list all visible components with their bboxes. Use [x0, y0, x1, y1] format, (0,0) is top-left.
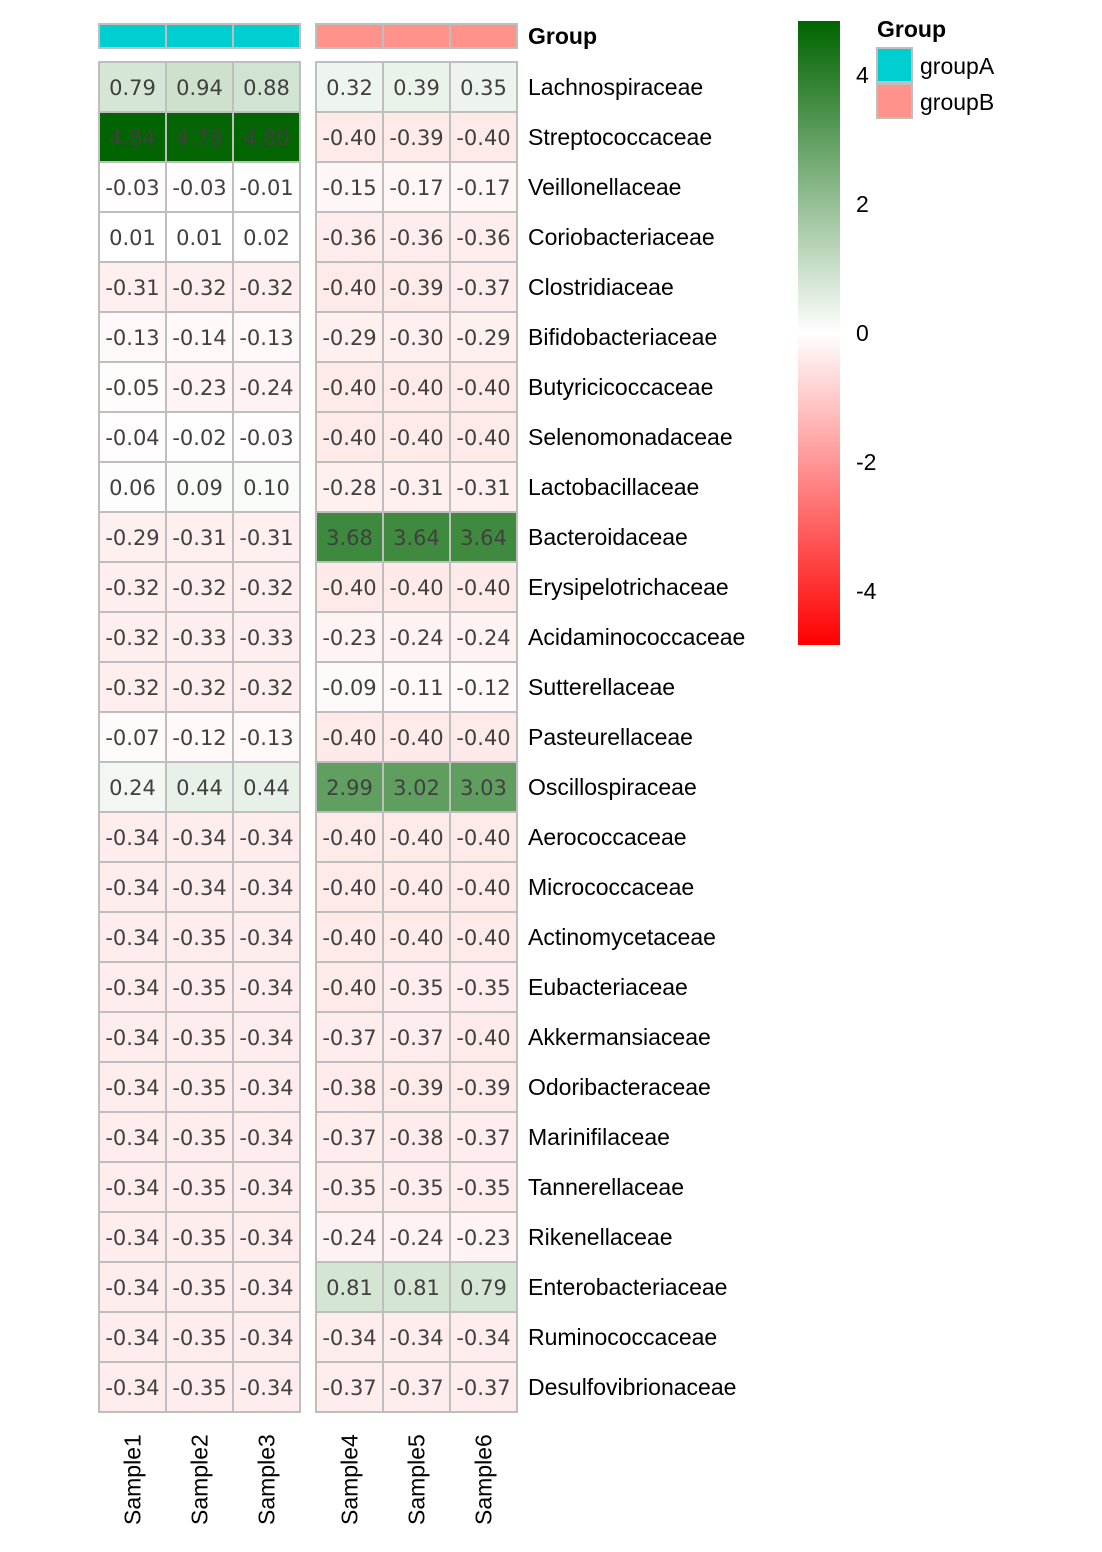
group-legend-label: groupA	[920, 53, 995, 79]
cell-value-label: -0.34	[239, 1126, 294, 1150]
cell-value-label: -0.24	[389, 1226, 444, 1250]
cell-value-label: 2.99	[326, 776, 373, 800]
column-label: Sample3	[253, 1434, 280, 1525]
cell-value-label: 0.39	[393, 76, 440, 100]
cell-value-label: -0.40	[322, 826, 377, 850]
cell-value-label: -0.32	[172, 576, 227, 600]
cell-value-label: 0.06	[109, 476, 156, 500]
cell-value-label: -0.40	[322, 876, 377, 900]
cell-value-label: -0.15	[322, 176, 377, 200]
row-label: Akkermansiaceae	[528, 1024, 711, 1050]
row-label: Bifidobacteriaceae	[528, 324, 718, 350]
cell-value-label: -0.29	[456, 326, 511, 350]
annotation-cell-sample1	[99, 24, 166, 48]
cell-value-label: 4.84	[109, 126, 156, 150]
cell-value-label: -0.34	[105, 926, 160, 950]
cell-value-label: -0.28	[322, 476, 377, 500]
cell-value-label: -0.33	[172, 626, 227, 650]
cell-value-label: -0.31	[389, 476, 444, 500]
cell-value-label: -0.04	[105, 426, 160, 450]
column-label: Sample4	[336, 1434, 363, 1525]
color-scale-bar	[798, 21, 840, 645]
cell-value-label: -0.40	[322, 726, 377, 750]
group-legend	[877, 16, 995, 118]
cell-value-label: -0.35	[172, 1276, 227, 1300]
cell-value-label: -0.11	[389, 676, 444, 700]
row-label: Aerococcaceae	[528, 824, 687, 850]
cell-value-label: -0.34	[239, 1376, 294, 1400]
cell-value-label: -0.31	[456, 476, 511, 500]
cell-value-label: -0.34	[239, 1276, 294, 1300]
color-scale-tick-label: 4	[856, 62, 869, 89]
cell-value-label: -0.35	[389, 976, 444, 1000]
cell-value-label: 0.01	[109, 226, 156, 250]
row-label: Sutterellaceae	[528, 674, 676, 700]
row-label: Erysipelotrichaceae	[528, 574, 729, 600]
row-label: Butyricicoccaceae	[528, 374, 714, 400]
cell-value-label: -0.23	[322, 626, 377, 650]
cell-value-label: -0.38	[389, 1126, 444, 1150]
cell-value-label: -0.40	[389, 426, 444, 450]
cell-value-label: -0.24	[456, 626, 511, 650]
cell-value-label: 0.35	[460, 76, 507, 100]
column-label: Sample6	[470, 1434, 497, 1525]
cell-value-label: -0.31	[239, 526, 294, 550]
color-scale-tick-label: 2	[856, 191, 869, 218]
color-scale-tick-label: -4	[856, 577, 877, 604]
cell-value-label: 4.78	[176, 126, 223, 150]
cell-value-label: 0.24	[109, 776, 156, 800]
cell-value-label: -0.37	[456, 1376, 511, 1400]
cell-value-label: -0.32	[105, 576, 160, 600]
row-label: Pasteurellaceae	[528, 724, 693, 750]
row-label: Clostridiaceae	[528, 274, 674, 300]
cell-value-label: -0.34	[105, 826, 160, 850]
cell-value-label: 0.79	[109, 76, 156, 100]
cell-value-label: -0.34	[389, 1326, 444, 1350]
cell-value-label: -0.34	[105, 1126, 160, 1150]
cell-value-label: -0.40	[322, 276, 377, 300]
cell-value-label: -0.34	[239, 826, 294, 850]
cell-value-label: -0.32	[172, 276, 227, 300]
cell-value-label: -0.34	[105, 1326, 160, 1350]
cell-value-label: -0.32	[239, 276, 294, 300]
cell-value-label: -0.34	[239, 1026, 294, 1050]
cell-value-label: -0.13	[239, 726, 294, 750]
cell-value-label: -0.14	[172, 326, 227, 350]
cell-value-label: -0.32	[239, 676, 294, 700]
cell-value-label: -0.34	[105, 1026, 160, 1050]
cell-value-label: -0.13	[105, 326, 160, 350]
cell-value-label: -0.37	[322, 1376, 377, 1400]
cell-value-label: 3.68	[326, 526, 373, 550]
cell-value-label: -0.34	[239, 926, 294, 950]
cell-value-label: -0.35	[172, 1076, 227, 1100]
cell-value-label: -0.35	[322, 1176, 377, 1200]
cell-value-label: 0.02	[243, 226, 290, 250]
annotation-cell-sample6	[450, 24, 517, 48]
cell-value-label: 0.81	[326, 1276, 373, 1300]
row-label: Acidaminococcaceae	[528, 624, 746, 650]
cell-value-label: -0.37	[456, 276, 511, 300]
cell-value-label: -0.40	[389, 576, 444, 600]
cell-value-label: -0.35	[172, 926, 227, 950]
cell-value-label: -0.29	[105, 526, 160, 550]
cell-value-label: -0.24	[239, 376, 294, 400]
cell-value-label: -0.34	[239, 1226, 294, 1250]
cell-value-label: -0.03	[105, 176, 160, 200]
row-label: Eubacteriaceae	[528, 974, 688, 1000]
cell-value-label: -0.24	[322, 1226, 377, 1250]
annotation-cell-sample5	[383, 24, 450, 48]
cell-value-label: -0.02	[172, 426, 227, 450]
cell-value-label: -0.40	[389, 376, 444, 400]
cell-value-label: 0.09	[176, 476, 223, 500]
cell-value-label: -0.34	[172, 876, 227, 900]
cell-value-label: -0.35	[172, 1176, 227, 1200]
group-legend-swatch-groupa	[877, 48, 912, 82]
cell-value-label: -0.32	[172, 676, 227, 700]
cell-value-label: -0.24	[389, 626, 444, 650]
cell-value-label: -0.40	[456, 926, 511, 950]
cell-value-label: -0.35	[172, 976, 227, 1000]
cell-value-label: -0.40	[389, 876, 444, 900]
row-label: Coriobacteriaceae	[528, 224, 715, 250]
annotation-cell-sample2	[166, 24, 233, 48]
annotation-label: Group	[528, 23, 597, 49]
cell-value-label: -0.34	[105, 876, 160, 900]
column-labels	[120, 1434, 497, 1525]
cell-value-label: -0.40	[456, 126, 511, 150]
cell-value-label: -0.40	[456, 576, 511, 600]
column-label: Sample2	[186, 1434, 213, 1525]
cell-value-label: -0.34	[105, 1176, 160, 1200]
cell-value-label: -0.34	[172, 826, 227, 850]
cell-value-label: -0.23	[172, 376, 227, 400]
row-label: Oscillospiraceae	[528, 774, 697, 800]
cell-value-label: -0.12	[456, 676, 511, 700]
cell-value-label: -0.40	[389, 726, 444, 750]
row-label: Enterobacteriaceae	[528, 1274, 728, 1300]
cell-value-label: 0.79	[460, 1276, 507, 1300]
row-label: Marinifilaceae	[528, 1124, 670, 1150]
cell-value-label: -0.40	[456, 376, 511, 400]
row-label: Rikenellaceae	[528, 1224, 673, 1250]
group-legend-swatch-groupb	[877, 84, 912, 118]
cell-value-label: -0.39	[389, 276, 444, 300]
cell-value-label: -0.40	[322, 926, 377, 950]
cell-value-label: -0.39	[389, 1076, 444, 1100]
cell-value-label: 0.81	[393, 1276, 440, 1300]
cell-value-label: -0.37	[322, 1026, 377, 1050]
row-label: Ruminococcaceae	[528, 1324, 718, 1350]
cell-value-label: -0.34	[105, 1226, 160, 1250]
row-label: Selenomonadaceae	[528, 424, 733, 450]
cell-value-label: -0.31	[172, 526, 227, 550]
row-labels	[528, 74, 745, 1400]
cell-value-label: -0.34	[239, 1326, 294, 1350]
row-label: Desulfovibrionaceae	[528, 1374, 737, 1400]
cell-value-label: 0.44	[176, 776, 223, 800]
cell-value-label: -0.13	[239, 326, 294, 350]
row-label: Odoribacteraceae	[528, 1074, 711, 1100]
cell-value-label: -0.34	[105, 1376, 160, 1400]
cell-value-label: -0.31	[105, 276, 160, 300]
cell-value-label: -0.40	[322, 576, 377, 600]
annotation-cell-sample3	[233, 24, 300, 48]
cell-value-label: -0.37	[456, 1126, 511, 1150]
group-legend-label: groupB	[920, 89, 995, 115]
cell-value-label: -0.34	[239, 1176, 294, 1200]
cell-value-label: -0.12	[172, 726, 227, 750]
row-label: Actinomycetaceae	[528, 924, 716, 950]
cell-value-label: -0.40	[322, 376, 377, 400]
cell-value-label: -0.40	[456, 876, 511, 900]
cell-value-label: -0.36	[456, 226, 511, 250]
cell-value-label: -0.40	[389, 926, 444, 950]
cell-value-label: -0.34	[105, 976, 160, 1000]
cell-value-label: 0.10	[243, 476, 290, 500]
cell-value-label: -0.29	[322, 326, 377, 350]
cell-value-label: 0.32	[326, 76, 373, 100]
cell-value-label: -0.03	[172, 176, 227, 200]
row-label: Lactobacillaceae	[528, 474, 700, 500]
cell-value-label: -0.34	[105, 1276, 160, 1300]
cell-value-label: -0.37	[322, 1126, 377, 1150]
cell-value-label: -0.35	[389, 1176, 444, 1200]
cell-value-label: -0.39	[389, 126, 444, 150]
column-label: Sample5	[403, 1434, 430, 1525]
cell-value-label: -0.40	[456, 426, 511, 450]
cell-value-label: -0.30	[389, 326, 444, 350]
cell-value-label: -0.37	[389, 1376, 444, 1400]
cell-value-label: -0.40	[322, 426, 377, 450]
cell-value-label: 0.94	[176, 76, 223, 100]
color-scale-tick-label: -2	[856, 448, 877, 475]
cell-value-label: -0.17	[456, 176, 511, 200]
cell-value-label: -0.01	[239, 176, 294, 200]
cell-value-label: -0.23	[456, 1226, 511, 1250]
cell-value-label: -0.32	[239, 576, 294, 600]
cell-value-label: -0.32	[105, 626, 160, 650]
annotation-cell-sample4	[316, 24, 383, 48]
heatmap-cells	[99, 62, 517, 1412]
cell-value-label: -0.34	[239, 876, 294, 900]
cell-value-label: -0.09	[322, 676, 377, 700]
cell-value-label: -0.40	[322, 976, 377, 1000]
cell-value-label: -0.34	[239, 1076, 294, 1100]
row-label: Veillonellaceae	[528, 174, 682, 200]
group-legend-title: Group	[877, 16, 946, 42]
cell-value-label: -0.40	[456, 1026, 511, 1050]
row-label: Bacteroidaceae	[528, 524, 688, 550]
cell-value-label: -0.35	[172, 1326, 227, 1350]
cell-value-label: 3.64	[460, 526, 507, 550]
cell-value-label: -0.36	[322, 226, 377, 250]
cell-value-label: 3.02	[393, 776, 440, 800]
cell-value-label: -0.34	[239, 976, 294, 1000]
row-label: Streptococcaceae	[528, 124, 713, 150]
row-label: Lachnospiraceae	[528, 74, 704, 100]
cell-value-label: 0.01	[176, 226, 223, 250]
cell-value-label: -0.33	[239, 626, 294, 650]
cell-value-label: 3.03	[460, 776, 507, 800]
cell-value-label: -0.35	[172, 1026, 227, 1050]
cell-value-label: -0.40	[389, 826, 444, 850]
cell-value-label: -0.35	[172, 1226, 227, 1250]
cell-value-label: -0.38	[322, 1076, 377, 1100]
cell-value-label: -0.36	[389, 226, 444, 250]
cell-value-label: -0.35	[172, 1376, 227, 1400]
cell-value-label: -0.17	[389, 176, 444, 200]
cell-value-label: -0.40	[322, 126, 377, 150]
cell-value-label: -0.34	[322, 1326, 377, 1350]
cell-value-label: -0.35	[456, 976, 511, 1000]
color-scale-legend	[798, 21, 877, 645]
cell-value-label: -0.39	[456, 1076, 511, 1100]
cell-value-label: -0.40	[456, 826, 511, 850]
cell-value-label: -0.37	[389, 1026, 444, 1050]
cell-value-label: -0.34	[456, 1326, 511, 1350]
cell-value-label: -0.32	[105, 676, 160, 700]
column-label: Sample1	[119, 1434, 146, 1525]
cell-value-label: 3.64	[393, 526, 440, 550]
cell-value-label: 0.88	[243, 76, 290, 100]
group-annotation-bar	[99, 24, 517, 48]
cell-value-label: 0.44	[243, 776, 290, 800]
cell-value-label: -0.35	[172, 1126, 227, 1150]
row-label: Micrococcaceae	[528, 874, 695, 900]
cell-value-label: -0.35	[456, 1176, 511, 1200]
cell-value-label: -0.03	[239, 426, 294, 450]
cell-value-label: -0.34	[105, 1076, 160, 1100]
cell-value-label: -0.05	[105, 376, 160, 400]
row-label: Tannerellaceae	[528, 1174, 685, 1200]
color-scale-tick-label: 0	[856, 320, 869, 346]
cell-value-label: -0.40	[456, 726, 511, 750]
cell-value-label: -0.07	[105, 726, 160, 750]
cell-value-label: 4.80	[243, 126, 290, 150]
